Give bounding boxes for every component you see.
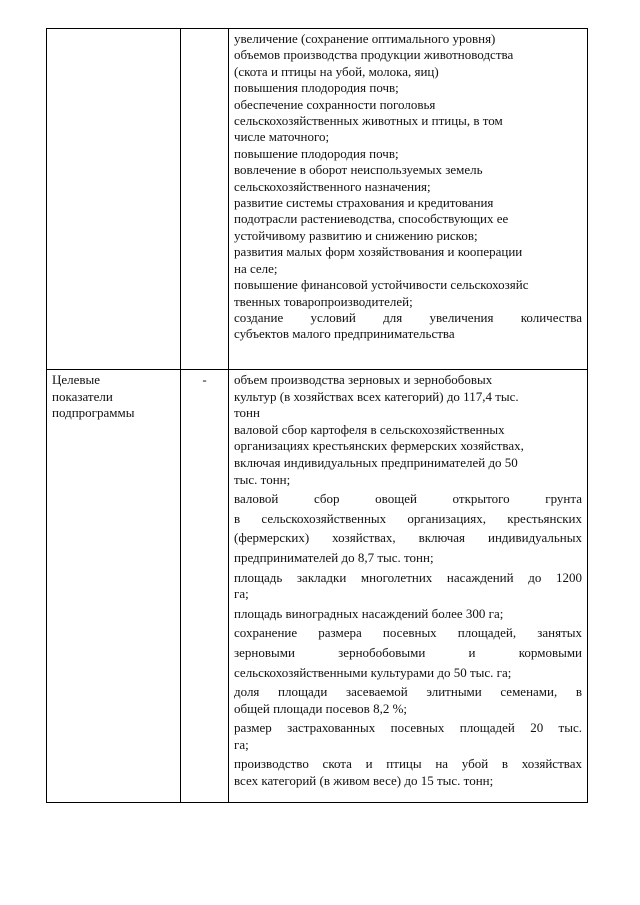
text-line: в сельскохозяйственных организациях, крестьянских	[234, 510, 582, 526]
table-row	[47, 370, 588, 803]
row-label: показатели	[52, 388, 113, 404]
text-line: создание условий для увеличения количества	[234, 309, 582, 325]
text-line: культур (в хозяйствах всех категорий) до 117,4 тыс.	[234, 388, 519, 404]
dash-cell: -	[181, 370, 229, 803]
dash-cell	[181, 29, 229, 370]
text-line: устойчивому развитию и снижению рисков;	[234, 227, 478, 243]
label-cell	[47, 370, 181, 803]
table-row	[47, 29, 588, 370]
text-line: подотрасли растениеводства, способствующих ее	[234, 211, 509, 227]
text-line: повышения плодородия почв;	[234, 80, 399, 96]
content-cell	[229, 370, 588, 803]
text-line: площадь закладки многолетних насаждений до 1200	[234, 569, 582, 585]
text-line: сельскохозяйственными культурами до 50 тыс. га;	[234, 664, 512, 680]
text-line: организациях крестьянских фермерских хозяйствах,	[234, 438, 524, 454]
text-line: га;	[234, 586, 249, 602]
text-line: валовой сбор овощей открытого грунта	[234, 491, 582, 507]
text-line: производство скота и птицы на убой в хозяйствах	[234, 756, 582, 772]
program-table	[46, 28, 588, 803]
row-label: подпрограммы	[52, 405, 135, 421]
text-line: тыс. тонн;	[234, 471, 291, 487]
text-line: предпринимателей до 8,7 тыс. тонн;	[234, 549, 434, 565]
text-line: включая индивидуальных предпринимателей до 50	[234, 454, 518, 470]
text-line: на селе;	[234, 260, 278, 276]
text-line: зерновыми зернобобовыми и кормовыми	[234, 644, 582, 660]
text-line: размер застрахованных посевных площадей 20 тыс.	[234, 720, 582, 736]
text-line: твенных товаропроизводителей;	[234, 293, 413, 309]
text-line: объемов производства продукции животноводства	[234, 47, 514, 63]
text-line: (фермерских) хозяйствах, включая индивидуальных	[234, 530, 582, 546]
text-line: тонн	[234, 405, 260, 421]
text-line: площадь виноградных насаждений более 300 га;	[234, 605, 504, 621]
text-line: (скота и птицы на убой, молока, яиц)	[234, 63, 439, 79]
text-line: сельскохозяйственного назначения;	[234, 178, 431, 194]
text-line: сельскохозяйственных животных и птицы, в том	[234, 113, 503, 129]
text-line: обеспечение сохранности поголовья	[234, 96, 436, 112]
text-line: доля площади засеваемой элитными семенами, в	[234, 684, 582, 700]
text-line: всех категорий (в живом весе) до 15 тыс. тонн;	[234, 773, 494, 789]
text-line: общей площади посевов 8,2 %;	[234, 700, 408, 716]
text-line: повышение финансовой устойчивости сельскохозяйс	[234, 277, 529, 293]
row-label: Целевые	[52, 372, 101, 387]
text-line: субъектов малого предпринимательства	[234, 326, 455, 342]
text-line: га;	[234, 736, 249, 752]
text-line: увеличение (сохранение оптимального уровня)	[234, 31, 496, 46]
label-cell	[47, 29, 181, 370]
text-line: развития малых форм хозяйствования и кооперации	[234, 244, 523, 260]
content-cell	[229, 29, 588, 370]
text-line: объем производства зерновых и зернобобовых	[234, 372, 493, 387]
text-line: развитие системы страхования и кредитования	[234, 195, 494, 211]
text-line: повышение плодородия почв;	[234, 145, 399, 161]
text-line: числе маточного;	[234, 129, 330, 145]
text-line: вовлечение в оборот неиспользуемых земель	[234, 162, 483, 178]
text-line: валовой сбор картофеля в сельскохозяйственных	[234, 421, 505, 437]
text-line: сохранение размера посевных площадей, занятых	[234, 625, 582, 641]
